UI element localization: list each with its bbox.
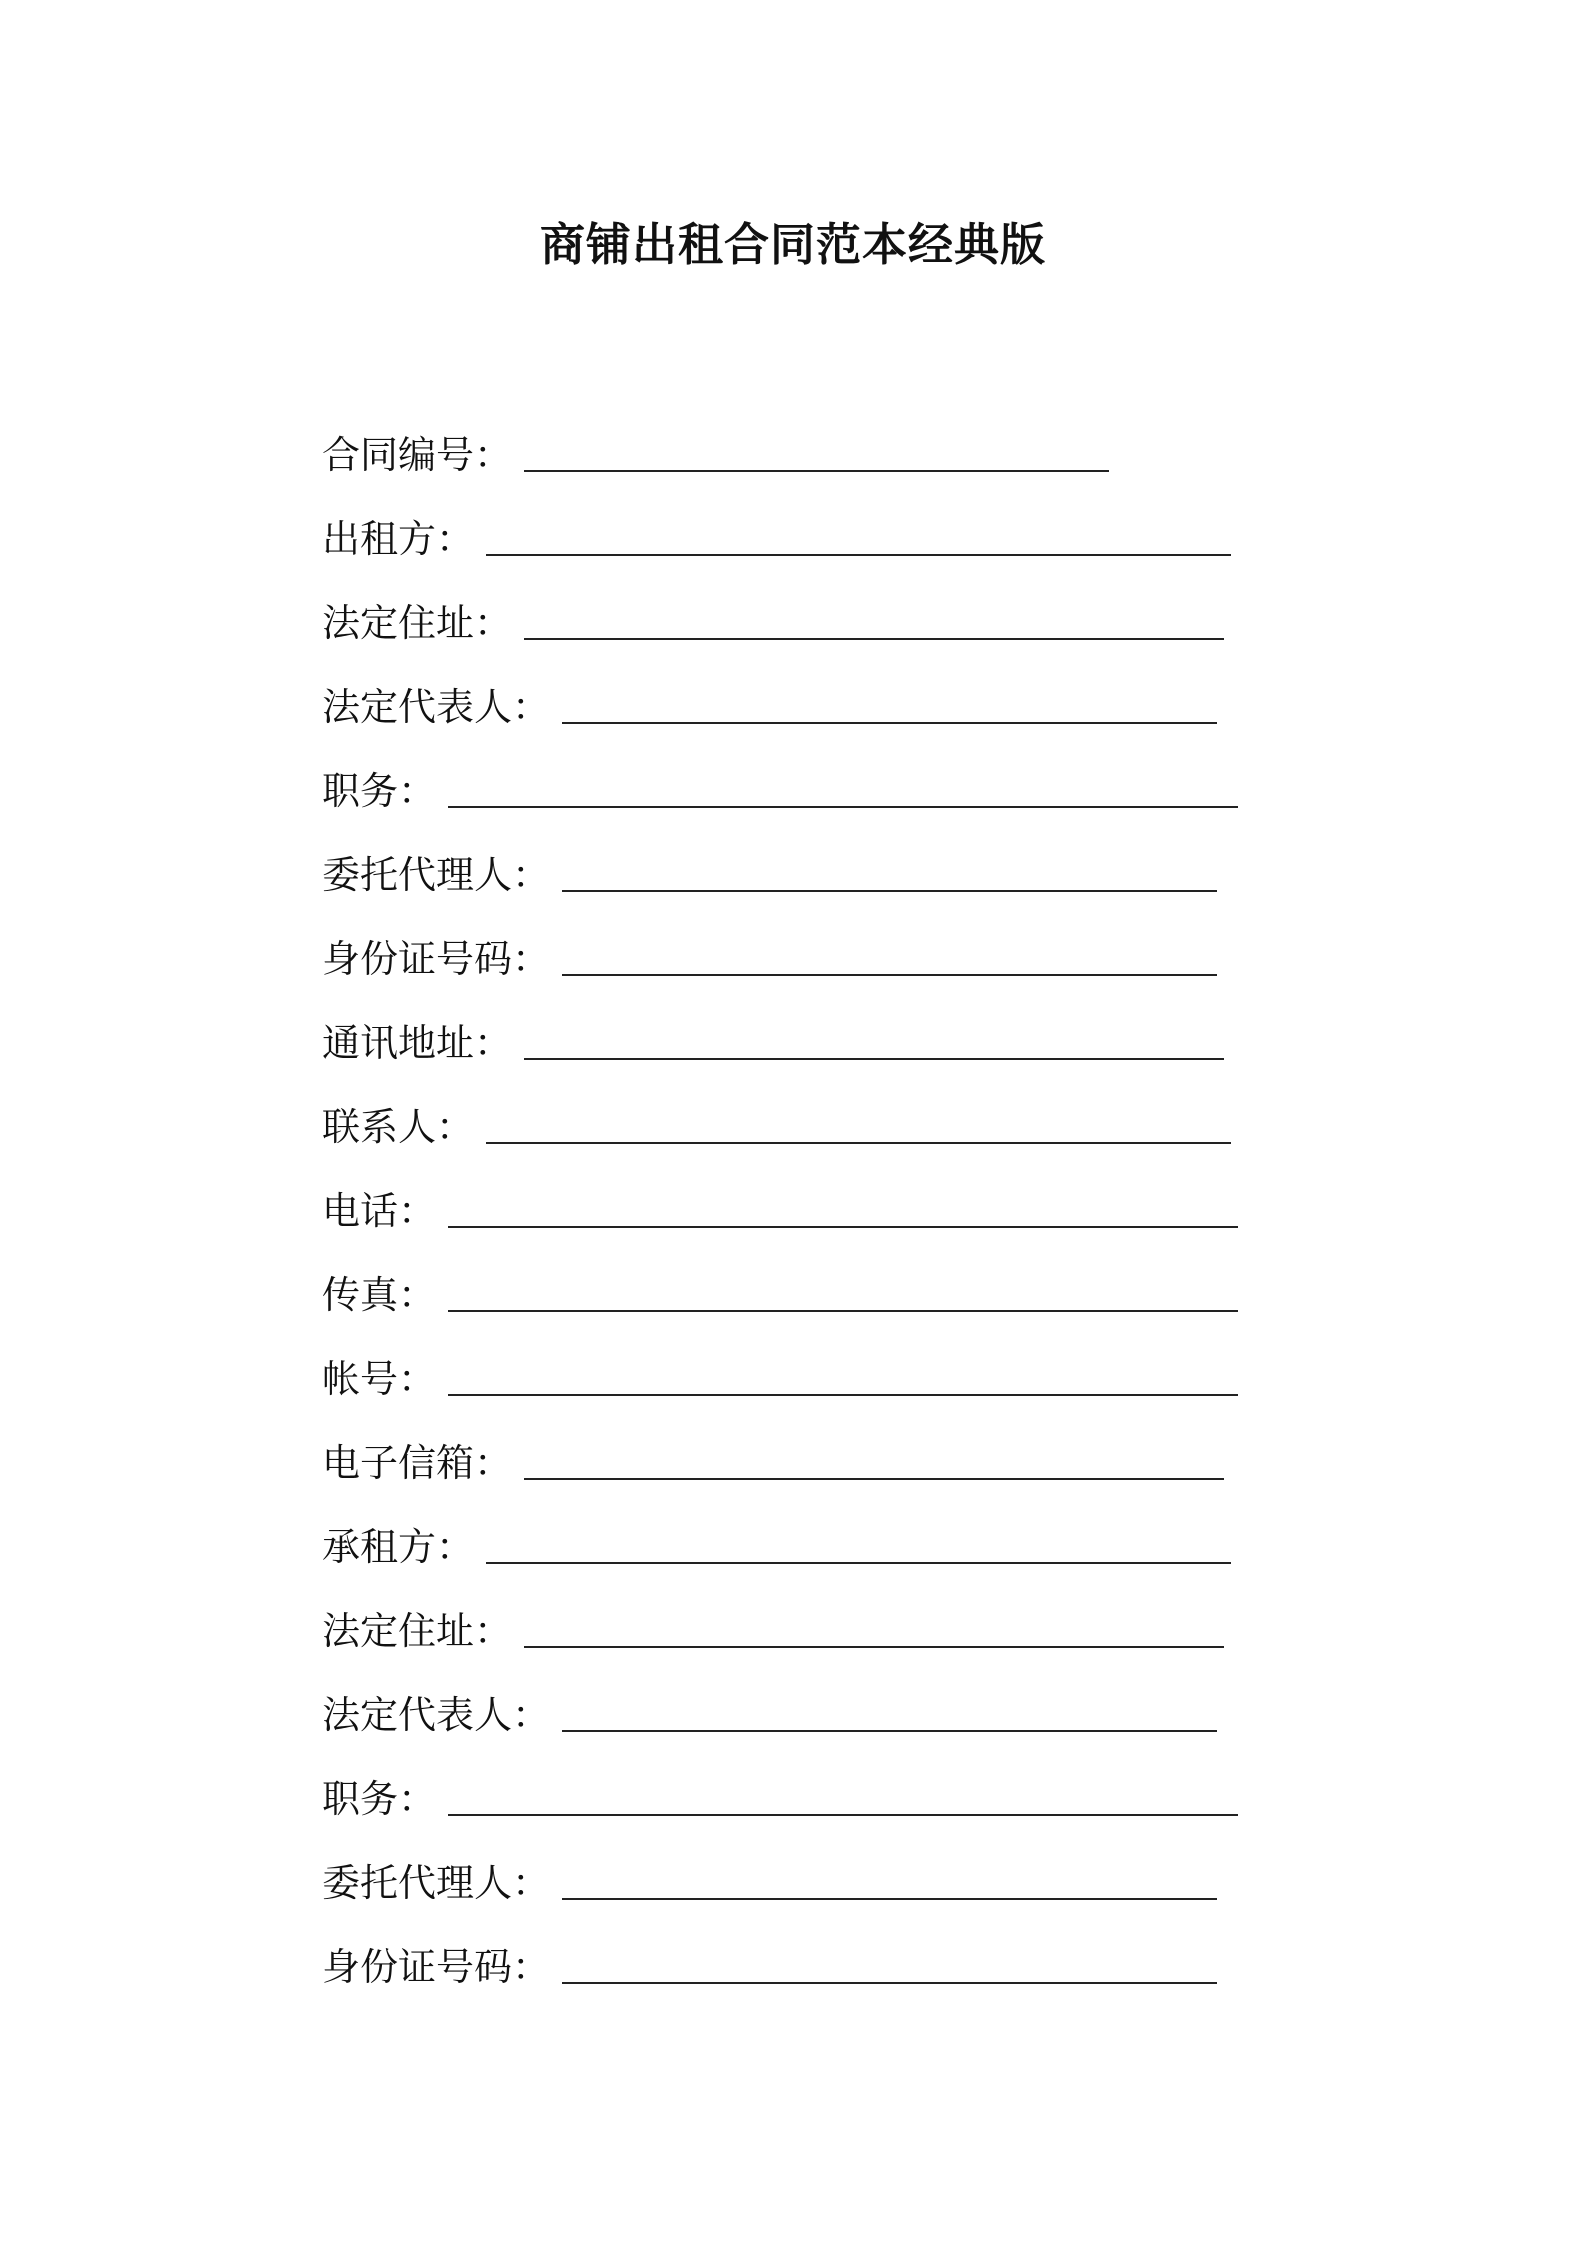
field-row-contract-number: [322, 408, 1322, 480]
field-row-lessor-position: [322, 732, 1322, 816]
field-label: 合同编号: [322, 433, 475, 477]
field-colon: ：: [474, 1021, 513, 1065]
fill-in-blank[interactable]: [486, 554, 1231, 556]
field-colon: ：: [512, 1861, 551, 1905]
field-label: 法定住址: [322, 601, 475, 645]
field-label: 电话: [322, 1189, 399, 1233]
field-colon: ：: [398, 1189, 437, 1233]
field-colon: ：: [398, 1777, 437, 1821]
field-row-lessee-position: [322, 1740, 1322, 1824]
field-row-lessee-id-number: [322, 1908, 1322, 1992]
field-row-lessor-fax: [322, 1236, 1322, 1320]
fill-in-blank[interactable]: [562, 1730, 1217, 1732]
field-colon: ：: [474, 601, 513, 645]
fill-in-blank[interactable]: [524, 1478, 1224, 1480]
fill-in-blank[interactable]: [448, 1310, 1238, 1312]
field-label: 帐号: [322, 1357, 399, 1401]
field-label: 委托代理人: [322, 1861, 513, 1905]
field-row-lessee-address: [322, 1572, 1322, 1656]
field-row-lessor-contact: [322, 1068, 1322, 1152]
field-colon: ：: [474, 1609, 513, 1653]
fill-in-blank[interactable]: [562, 1898, 1217, 1900]
field-label: 身份证号码: [322, 937, 513, 981]
field-colon: ：: [398, 1357, 437, 1401]
fill-in-blank[interactable]: [448, 1394, 1238, 1396]
field-label: 法定代表人: [322, 1693, 513, 1737]
field-label: 联系人: [322, 1105, 437, 1149]
field-label: 传真: [322, 1273, 399, 1317]
fill-in-blank[interactable]: [486, 1142, 1231, 1144]
field-colon: ：: [474, 1441, 513, 1485]
fill-in-blank[interactable]: [448, 1226, 1238, 1228]
field-row-lessor-email: [322, 1404, 1322, 1488]
field-colon: ：: [512, 937, 551, 981]
field-row-lessor-phone: [322, 1152, 1322, 1236]
field-colon: ：: [436, 517, 475, 561]
field-colon: ：: [398, 1273, 437, 1317]
field-label: 委托代理人: [322, 853, 513, 897]
fill-in-blank[interactable]: [524, 638, 1224, 640]
fill-in-blank[interactable]: [486, 1562, 1231, 1564]
field-label: 通讯地址: [322, 1021, 475, 1065]
field-row-lessor-account: [322, 1320, 1322, 1404]
field-colon: ：: [512, 853, 551, 897]
field-colon: ：: [474, 433, 513, 477]
fill-in-blank[interactable]: [562, 890, 1217, 892]
field-row-lessor-agent: [322, 816, 1322, 900]
field-row-lessor-mailing-address: [322, 984, 1322, 1068]
field-label: 承租方: [322, 1525, 437, 1569]
field-colon: ：: [398, 769, 437, 813]
field-colon: ：: [436, 1525, 475, 1569]
field-label: 身份证号码: [322, 1945, 513, 1989]
field-row-lessee-agent: [322, 1824, 1322, 1908]
fill-in-blank[interactable]: [448, 806, 1238, 808]
field-colon: ：: [436, 1105, 475, 1149]
field-row-lessee: [322, 1488, 1322, 1572]
fill-in-blank[interactable]: [448, 1814, 1238, 1816]
field-row-lessor: [322, 480, 1322, 564]
field-colon: ：: [512, 1693, 551, 1737]
fill-in-blank[interactable]: [562, 1982, 1217, 1984]
field-label: 法定住址: [322, 1609, 475, 1653]
field-row-lessor-legal-rep: [322, 648, 1322, 732]
field-colon: ：: [512, 1945, 551, 1989]
fill-in-blank[interactable]: [524, 1058, 1224, 1060]
field-row-lessee-legal-rep: [322, 1656, 1322, 1740]
field-colon: ：: [512, 685, 551, 729]
field-label: 职务: [322, 769, 399, 813]
field-label: 电子信箱: [322, 1441, 475, 1485]
field-row-lessor-address: [322, 564, 1322, 648]
field-label: 法定代表人: [322, 685, 513, 729]
field-label: 职务: [322, 1777, 399, 1821]
party-info-fields: [322, 408, 1322, 1992]
field-row-lessor-id-number: [322, 900, 1322, 984]
fill-in-blank[interactable]: [562, 722, 1217, 724]
document-title: 商铺出租合同范本经典版: [539, 218, 1046, 271]
fill-in-blank[interactable]: [562, 974, 1217, 976]
field-label: 出租方: [322, 517, 437, 561]
fill-in-blank[interactable]: [524, 1646, 1224, 1648]
fill-in-blank[interactable]: [524, 470, 1109, 472]
